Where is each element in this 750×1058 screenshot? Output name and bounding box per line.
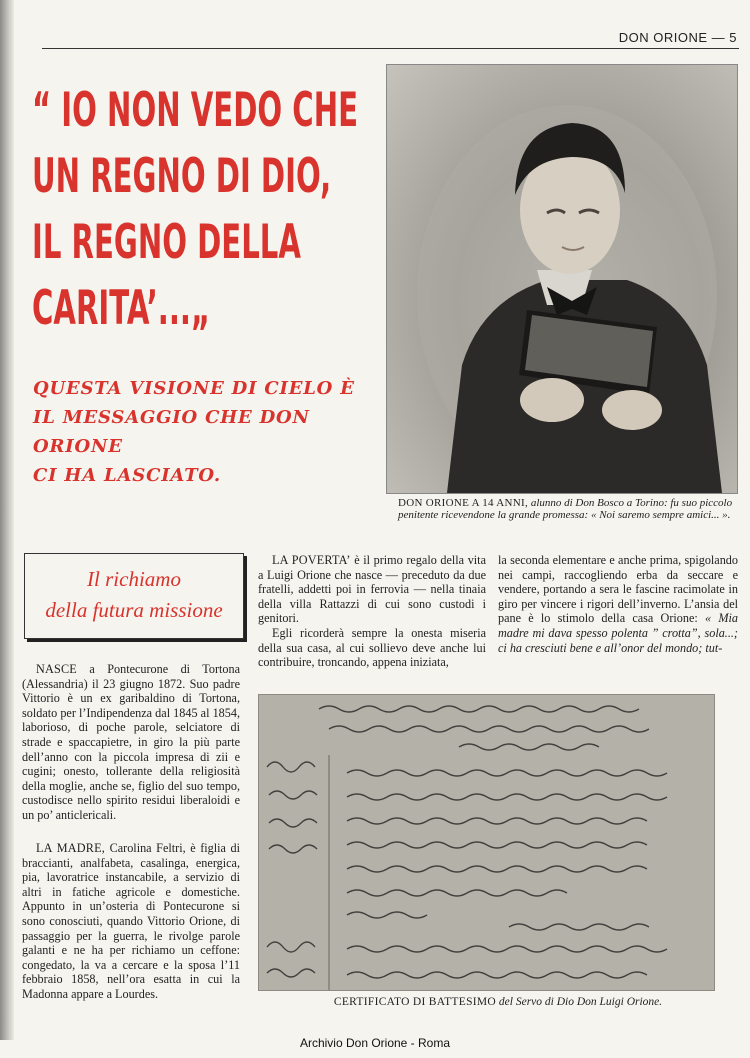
section-title-box (24, 553, 244, 639)
book-binding-shadow (0, 0, 14, 1040)
column-2 (258, 553, 486, 670)
running-header (42, 30, 739, 49)
paragraph-text: Egli ricorderà sempre la onesta miseria della sua casa, al cui sollievo deve anche lui contribuire, troncando, appena iniziata, (258, 625, 486, 670)
column-3 (498, 553, 738, 655)
photo-caption (398, 497, 736, 521)
subheadline-line-1: QUESTA VISIONE DI CIELO È (33, 378, 355, 399)
subheadline (33, 374, 388, 490)
archive-footer: Archivio Don Orione - Roma (299, 1036, 451, 1050)
subheadline-line-2: IL MESSAGGIO CHE DON ORIONE (33, 407, 310, 457)
handwritten-document-illustration (259, 695, 714, 990)
paragraph-lead: LA POVERTA’ (272, 553, 351, 567)
paragraph-quote: « Mia madre mi dava spesso polenta ” crotta”, sola...; ci ha cresciuti bene e all’onor del mondo; tut- (498, 611, 738, 655)
photo-caption-lead: DON ORIONE A 14 ANNI, (398, 497, 529, 509)
headline (32, 78, 358, 342)
baptism-certificate-image (258, 694, 715, 991)
photo-caption-text: alunno di Don Bosco a Torino: fu suo piccolo penitente ricevendone la grande promessa: « Noi saremo sempre amici... ». (398, 497, 733, 521)
subheadline-line-3: CI HA LASCIATO. (33, 465, 221, 486)
section-title-line-1: Il richiamo (87, 567, 181, 591)
section-title-line-2: della futura missione (45, 598, 223, 622)
paragraph-text: Carolina Feltri, è figlia di braccianti, analfabeta, casalinga, energica, pia, lavoratrice instancabile, a servizio di altri in fatiche agricole e domestiche. Appunto in un’osteria di Pontecurone si sono conosciuti, quando Vittorio Orione, di passaggio per la guerra, le rivolge parole galanti e ne ha per richiamo un ceffone: congedato, la va a cercare e la sposa l’11 febbraio 1858, nell’ora esatta in cui la Madonna appare a Lourdes. (22, 841, 241, 1001)
headline-line-3: IL REGNO DELLA (32, 215, 301, 270)
column-1-paragraph-1 (22, 662, 240, 823)
paragraph-lead: LA MADRE, (36, 841, 106, 855)
column-1-paragraph-2 (22, 841, 240, 1002)
portrait-illustration (387, 65, 737, 493)
header-title: DON ORIONE — 5 (618, 30, 737, 45)
paragraph-text: a Pontecurone di Tortona (Alessandria) il 23 giugno 1872. Suo padre Vittorio è un ex garibaldino di Tortona, soldato per l’Indipendenza dal 1845 al 1854, laborioso, di poche parole, selciatore di strade e spaccapietre, in giro la più parte dell’anno con la piccola impresa di zii e cugini; onesto, tollerante della religiosità della moglie, anche se, figlio del suo tempo, custodisce nello spirito residui liberaloidi e un po’ anticlericali. (22, 662, 240, 822)
section-title (25, 564, 243, 626)
paragraph-text: la seconda elementare e anche prima, spigolando nei campi, raccogliendo erba da seccare e vendere, portando a sera le fascine racimolate in giro per vincere i rigori dell’inverno. L’ansia del pane è lo stimolo della casa Orione: (498, 553, 738, 626)
portrait-photo (386, 64, 738, 494)
headline-line-4: CARITA’...„ (32, 281, 211, 336)
certificate-caption-lead: CERTIFICATO DI BATTESIMO (333, 996, 497, 1008)
headline-line-1: “ IO NON VEDO CHE (32, 83, 358, 138)
headline-line-2: UN REGNO DI DIO, (32, 149, 332, 204)
paragraph-text: è il primo regalo della vita a Luigi Orione che nasce — preceduto da due fratelli, addetti poi in ferrovia — nella tinaia della villa Rattazzi di cui sono custodi i genitori. (258, 553, 486, 626)
certificate-caption (258, 996, 738, 1008)
certificate-caption-text: del Servo di Dio Don Luigi Orione. (496, 996, 663, 1008)
paragraph-lead: NASCE (36, 662, 77, 676)
